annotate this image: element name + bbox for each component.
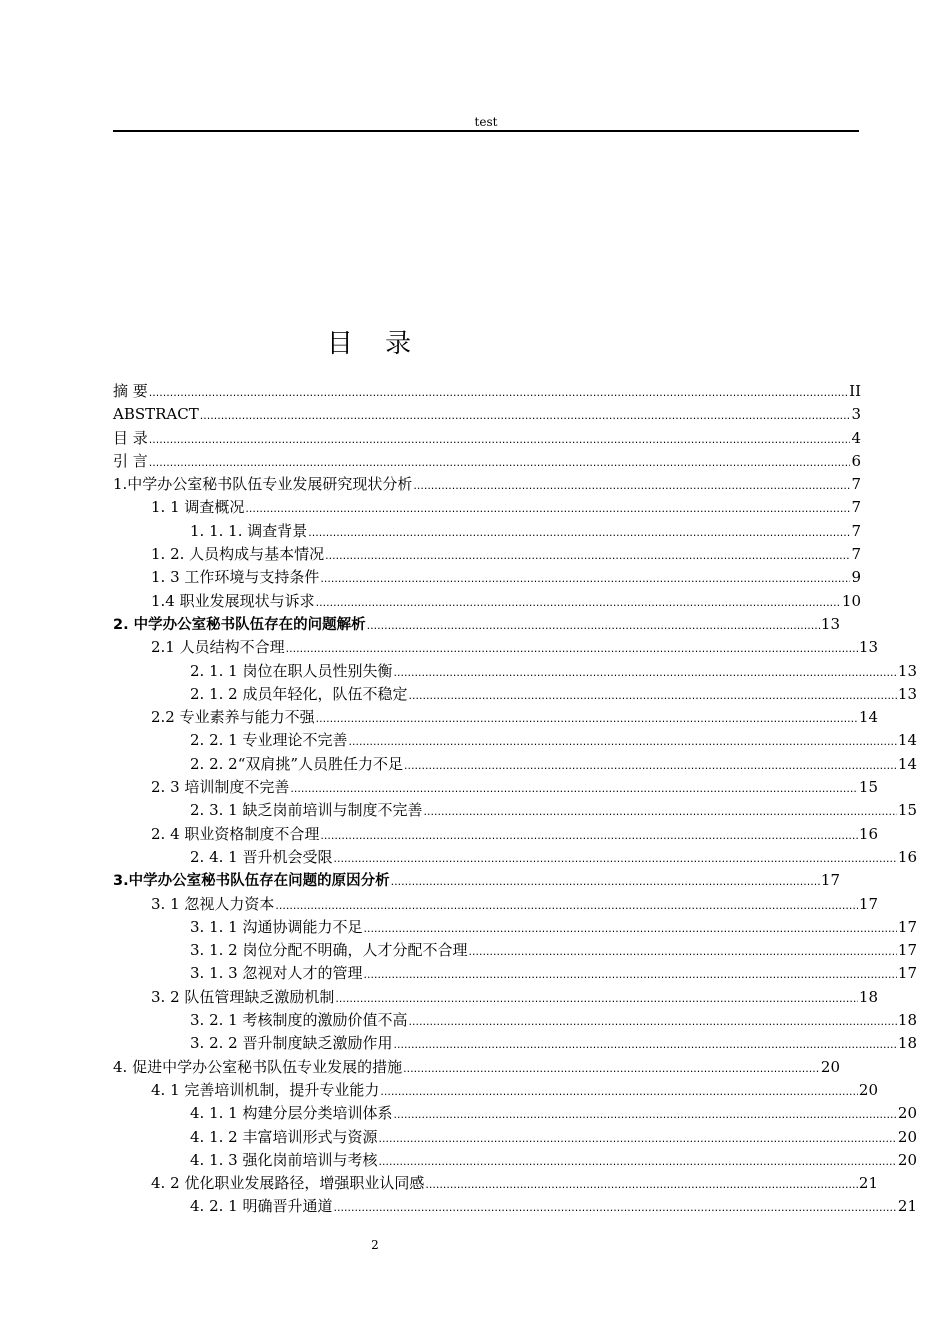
toc-entry[interactable] bbox=[113, 986, 878, 1009]
toc-leader-dots bbox=[316, 591, 841, 614]
toc-entry-title: 3. 1. 1 沟通协调能力不足 bbox=[190, 917, 363, 936]
toc-entry-title: 2. 1. 1 岗位在职人员性别失衡 bbox=[190, 661, 393, 680]
toc-leader-dots bbox=[245, 497, 850, 520]
table-of-contents bbox=[113, 380, 917, 1219]
toc-leader-dots bbox=[363, 963, 896, 986]
toc-leader-dots bbox=[316, 707, 858, 730]
toc-entry-page: II bbox=[849, 382, 861, 400]
toc-leader-dots bbox=[393, 1033, 896, 1056]
toc-entry-page: 18 bbox=[858, 987, 878, 1006]
toc-entry[interactable] bbox=[113, 916, 917, 939]
toc-leader-dots bbox=[333, 847, 896, 870]
toc-entry-title: 2. 2. 1 专业理论不完善 bbox=[190, 731, 348, 750]
toc-entry[interactable] bbox=[113, 1032, 917, 1055]
toc-entry-page: 13 bbox=[820, 614, 840, 633]
toc-entry-title: 2. 1. 2 成员年轻化，队伍不稳定 bbox=[190, 684, 408, 703]
toc-entry-title: 3.中学办公室秘书队伍存在问题的原因分析 bbox=[113, 873, 390, 890]
toc-entry[interactable] bbox=[113, 1195, 917, 1218]
toc-entry[interactable] bbox=[113, 939, 917, 962]
toc-entry-title: 引 言 bbox=[113, 451, 148, 470]
toc-entry-page: 20 bbox=[897, 1104, 917, 1123]
toc-entry-page: 14 bbox=[897, 754, 917, 773]
toc-leader-dots bbox=[308, 521, 850, 544]
toc-entry-title: 1. 1 调查概况 bbox=[151, 498, 245, 517]
toc-leader-dots bbox=[275, 894, 858, 917]
toc-entry-page: 20 bbox=[897, 1127, 917, 1146]
toc-entry-page: 13 bbox=[897, 684, 917, 703]
toc-entry-page: 17 bbox=[897, 964, 917, 983]
toc-entry-title: 2. 2. 2“双肩挑”人员胜任力不足 bbox=[190, 754, 404, 773]
toc-leader-dots bbox=[149, 381, 848, 404]
header-rule bbox=[113, 130, 859, 132]
toc-entry-title: 1. 1. 1. 调查背景 bbox=[190, 521, 308, 540]
toc-entry-title: 3. 2. 2 晋升制度缺乏激励作用 bbox=[190, 1034, 393, 1053]
toc-entry-page: 3 bbox=[851, 405, 861, 424]
toc-entry-page: 9 bbox=[851, 568, 861, 587]
toc-entry[interactable] bbox=[113, 1056, 840, 1079]
toc-entry[interactable] bbox=[113, 1126, 917, 1149]
toc-entry-title: 3. 2. 1 考核制度的激励价值不高 bbox=[190, 1011, 408, 1030]
toc-leader-dots bbox=[378, 1150, 896, 1173]
toc-entry[interactable] bbox=[113, 869, 840, 892]
toc-leader-dots bbox=[200, 404, 851, 427]
toc-entry-title: 1. 2. 人员构成与基本情况 bbox=[151, 545, 325, 564]
page-number: 2 bbox=[371, 1238, 379, 1252]
toc-entry-title: 2.1 人员结构不合理 bbox=[151, 638, 285, 657]
toc-entry[interactable] bbox=[113, 729, 917, 752]
toc-entry-title: 1.4 职业发展现状与诉求 bbox=[151, 591, 315, 610]
toc-entry[interactable] bbox=[113, 636, 878, 659]
toc-entry-page: 20 bbox=[858, 1080, 878, 1099]
toc-entry-page: 17 bbox=[858, 894, 878, 913]
toc-entry-title: 3. 1. 3 忽视对人才的管理 bbox=[190, 964, 363, 983]
toc-leader-dots bbox=[320, 567, 850, 590]
toc-entry[interactable] bbox=[113, 380, 861, 403]
toc-leader-dots bbox=[380, 1080, 858, 1103]
page-header: test bbox=[474, 115, 498, 129]
toc-leader-dots bbox=[367, 614, 820, 637]
toc-leader-dots bbox=[335, 987, 858, 1010]
toc-leader-dots bbox=[393, 661, 896, 684]
toc-entry-page: 14 bbox=[858, 708, 878, 727]
toc-entry-page: 7 bbox=[851, 545, 861, 564]
toc-entry[interactable] bbox=[113, 799, 917, 822]
toc-entry[interactable] bbox=[113, 520, 861, 543]
toc-entry-page: 7 bbox=[851, 475, 861, 494]
toc-entry-page: 17 bbox=[897, 917, 917, 936]
toc-leader-dots bbox=[391, 870, 820, 893]
toc-entry-page: 16 bbox=[897, 847, 917, 866]
toc-entry-page: 14 bbox=[897, 731, 917, 750]
toc-entry-page: 7 bbox=[851, 521, 861, 540]
toc-entry-page: 15 bbox=[858, 778, 878, 797]
toc-entry-title: 3. 2 队伍管理缺乏激励机制 bbox=[151, 987, 335, 1006]
toc-entry-page: 6 bbox=[851, 451, 861, 470]
toc-entry-title: 4. 2. 1 明确晋升通道 bbox=[190, 1197, 333, 1216]
toc-leader-dots bbox=[408, 1010, 896, 1033]
toc-entry[interactable] bbox=[113, 683, 917, 706]
toc-entry-page: 7 bbox=[851, 498, 861, 517]
toc-entry-page: 10 bbox=[841, 591, 861, 610]
toc-entry-page: 21 bbox=[897, 1197, 917, 1216]
toc-entry-title: 4. 2 优化职业发展路径，增强职业认同感 bbox=[151, 1174, 425, 1193]
toc-entry[interactable] bbox=[113, 753, 917, 776]
toc-leader-dots bbox=[413, 474, 850, 497]
toc-entry[interactable] bbox=[113, 893, 878, 916]
toc-leader-dots bbox=[325, 544, 850, 567]
toc-entry-title: 2. 4 职业资格制度不合理 bbox=[151, 824, 320, 843]
toc-entry-title: 目 录 bbox=[113, 428, 148, 447]
toc-entry[interactable] bbox=[113, 1102, 917, 1125]
toc-leader-dots bbox=[378, 1127, 896, 1150]
toc-entry[interactable] bbox=[113, 590, 861, 613]
toc-entry-page: 21 bbox=[858, 1174, 878, 1193]
toc-leader-dots bbox=[393, 1103, 896, 1126]
toc-entry[interactable] bbox=[113, 566, 861, 589]
toc-entry[interactable] bbox=[113, 543, 861, 566]
toc-entry-page: 17 bbox=[897, 941, 917, 960]
toc-entry-page: 18 bbox=[897, 1011, 917, 1030]
toc-entry-title: 摘 要 bbox=[113, 382, 148, 400]
toc-entry-title: 1.中学办公室秘书队伍专业发展研究现状分析 bbox=[113, 475, 413, 494]
toc-entry[interactable] bbox=[113, 823, 878, 846]
toc-entry-page: 16 bbox=[858, 824, 878, 843]
toc-entry-title: 2.2 专业素养与能力不强 bbox=[151, 708, 315, 727]
toc-leader-dots bbox=[286, 637, 858, 660]
toc-leader-dots bbox=[423, 800, 896, 823]
toc-entry[interactable] bbox=[113, 846, 917, 869]
toc-entry-title: 3. 1 忽视人力资本 bbox=[151, 894, 275, 913]
toc-entry[interactable] bbox=[113, 962, 917, 985]
toc-entry-title: 1. 3 工作环境与支持条件 bbox=[151, 568, 320, 587]
toc-entry-title: ABSTRACT bbox=[113, 405, 199, 424]
toc-entry-title: 4. 1. 1 构建分层分类培训体系 bbox=[190, 1104, 393, 1123]
toc-entry-page: 20 bbox=[820, 1057, 840, 1076]
toc-entry-page: 13 bbox=[858, 638, 878, 657]
toc-leader-dots bbox=[149, 428, 851, 451]
toc-entry-title: 4. 1 完善培训机制，提升专业能力 bbox=[151, 1080, 380, 1099]
toc-entry-page: 20 bbox=[897, 1150, 917, 1169]
toc-entry-page: 18 bbox=[897, 1034, 917, 1053]
toc-entry-title: 2. 中学办公室秘书队伍存在的问题解析 bbox=[113, 616, 366, 633]
toc-entry-title: 2. 4. 1 晋升机会受限 bbox=[190, 847, 333, 866]
toc-leader-dots bbox=[403, 1057, 820, 1080]
toc-title: 目 录 bbox=[326, 329, 424, 359]
toc-entry-page: 13 bbox=[897, 661, 917, 680]
toc-entry-title: 4. 1. 3 强化岗前培训与考核 bbox=[190, 1150, 378, 1169]
toc-entry[interactable] bbox=[113, 473, 861, 496]
toc-leader-dots bbox=[320, 824, 858, 847]
toc-leader-dots bbox=[425, 1173, 858, 1196]
toc-entry-page: 4 bbox=[851, 428, 861, 447]
toc-leader-dots bbox=[468, 940, 896, 963]
toc-entry-title: 2. 3 培训制度不完善 bbox=[151, 778, 290, 797]
toc-entry[interactable] bbox=[113, 706, 878, 729]
toc-entry-page: 17 bbox=[820, 871, 840, 890]
toc-entry[interactable] bbox=[113, 1009, 917, 1032]
toc-leader-dots bbox=[404, 754, 897, 777]
toc-entry[interactable] bbox=[113, 1172, 878, 1195]
toc-entry-title: 3. 1. 2 岗位分配不明确，人才分配不合理 bbox=[190, 941, 468, 960]
toc-leader-dots bbox=[290, 777, 858, 800]
toc-entry[interactable] bbox=[113, 660, 917, 683]
toc-leader-dots bbox=[363, 917, 896, 940]
toc-leader-dots bbox=[333, 1196, 896, 1219]
toc-entry-title: 4. 1. 2 丰富培训形式与资源 bbox=[190, 1127, 378, 1146]
toc-leader-dots bbox=[408, 684, 896, 707]
toc-entry[interactable] bbox=[113, 496, 861, 519]
toc-entry[interactable] bbox=[113, 450, 861, 473]
toc-entry[interactable] bbox=[113, 427, 861, 450]
toc-entry[interactable] bbox=[113, 613, 840, 636]
toc-entry[interactable] bbox=[113, 403, 861, 426]
toc-entry-title: 4. 促进中学办公室秘书队伍专业发展的措施 bbox=[113, 1057, 403, 1076]
toc-entry[interactable] bbox=[113, 776, 878, 799]
toc-entry[interactable] bbox=[113, 1079, 878, 1102]
toc-entry[interactable] bbox=[113, 1149, 917, 1172]
toc-entry-page: 15 bbox=[897, 801, 917, 820]
toc-leader-dots bbox=[348, 730, 896, 753]
toc-leader-dots bbox=[149, 451, 851, 474]
toc-entry-title: 2. 3. 1 缺乏岗前培训与制度不完善 bbox=[190, 801, 423, 820]
